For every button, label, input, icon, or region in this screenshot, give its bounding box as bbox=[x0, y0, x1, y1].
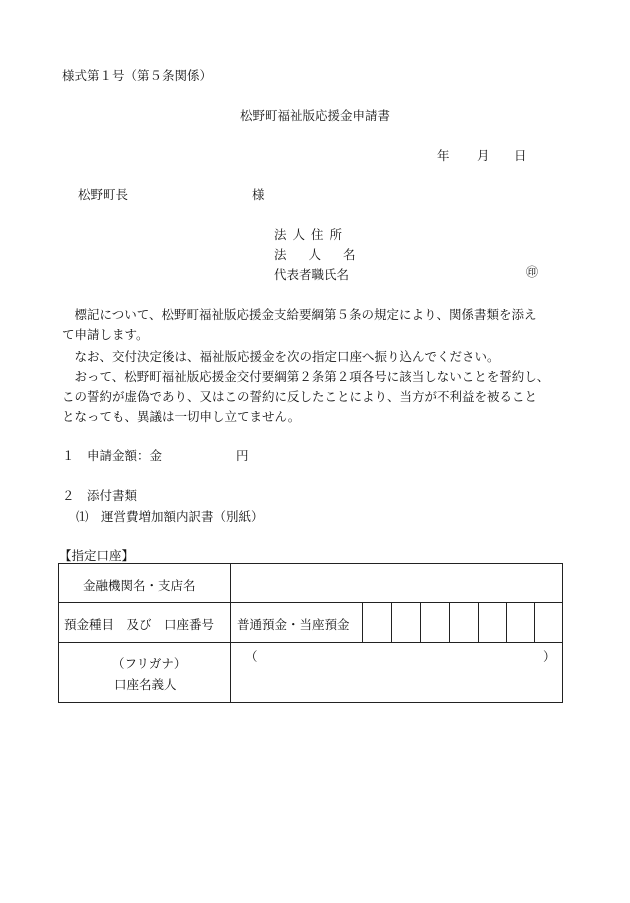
representative-label: 代表者職氏名 bbox=[274, 267, 350, 282]
corporate-address-label: 法人住所 bbox=[274, 227, 349, 242]
account-heading: 【指定口座】 bbox=[59, 548, 135, 563]
table-row-account-type bbox=[59, 603, 562, 643]
addressee-name: 松野町長 bbox=[78, 187, 129, 202]
account-number-digit-cell bbox=[450, 603, 479, 642]
account-holder-label: 口座名義人 bbox=[114, 677, 177, 692]
account-number-digit-cell bbox=[363, 603, 392, 642]
corporate-name-label bbox=[274, 245, 356, 263]
attachment-subitem: ⑴ 運営費増加額内訳書（別紙） bbox=[76, 509, 264, 524]
table-row-bank bbox=[59, 564, 562, 603]
body-paragraph-3-line-2: この誓約が虚偽であり、又はこの誓約に反したことにより、当方が不利益を被ること bbox=[62, 389, 538, 404]
account-type-value: 普通預金・当座預金 bbox=[237, 617, 350, 632]
date-year-label: 年 bbox=[437, 148, 450, 163]
account-number-digit-cell bbox=[507, 603, 535, 642]
account-table bbox=[58, 563, 563, 703]
furigana-paren-close: ） bbox=[543, 649, 556, 664]
corporate-name-char: 人 bbox=[308, 247, 322, 262]
furigana-label: （フリガナ） bbox=[112, 656, 187, 671]
body-paragraph-3-line-3: となっても、異議は一切申し立てません。 bbox=[62, 409, 301, 424]
date-month-label: 月 bbox=[477, 148, 490, 163]
account-type-label: 預金種目 及び 口座番号 bbox=[64, 617, 215, 632]
account-number-digit-cell bbox=[479, 603, 507, 642]
application-amount-label: １ 申請金額：金 bbox=[62, 448, 163, 463]
bank-label: 金融機関名・支店名 bbox=[83, 578, 196, 593]
addressee-honorific: 様 bbox=[252, 187, 265, 202]
seal-mark: ㊞ bbox=[526, 265, 539, 279]
date-day-label: 日 bbox=[514, 148, 527, 163]
bank-label-cell bbox=[59, 564, 231, 602]
document-title: 松野町福祉版応援金申請書 bbox=[239, 108, 390, 123]
body-paragraph-1-line-1: 標記について、松野町福祉版応援金支給要綱第５条の規定により、関係書類を添え bbox=[62, 307, 537, 322]
account-number-digit-cell bbox=[421, 603, 450, 642]
account-number-digit-cell bbox=[392, 603, 421, 642]
yen-unit: 円 bbox=[236, 448, 249, 463]
corporate-name-char: 名 bbox=[343, 247, 356, 262]
account-type-label-cell bbox=[59, 603, 231, 642]
furigana-paren-open: （ bbox=[245, 649, 258, 664]
application-amount-item bbox=[62, 446, 249, 464]
table-row-account-holder bbox=[59, 643, 562, 703]
body-paragraph-2: なお、交付決定後は、福祉版応援金を次の指定口座へ振り込んでください。 bbox=[62, 349, 500, 364]
form-number: 様式第１号（第５条関係） bbox=[62, 68, 213, 83]
corporate-name-char: 法 bbox=[274, 247, 287, 262]
account-holder-label-cell bbox=[59, 643, 231, 703]
account-type-value-cell bbox=[231, 603, 363, 642]
attachments-item: ２ 添付書類 bbox=[62, 488, 138, 503]
body-paragraph-1-line-2: て申請します。 bbox=[62, 327, 149, 342]
body-paragraph-3-line-1: おって、松野町福祉版応援金交付要綱第２条第２項各号に該当しないことを誓約し、 bbox=[62, 369, 550, 384]
